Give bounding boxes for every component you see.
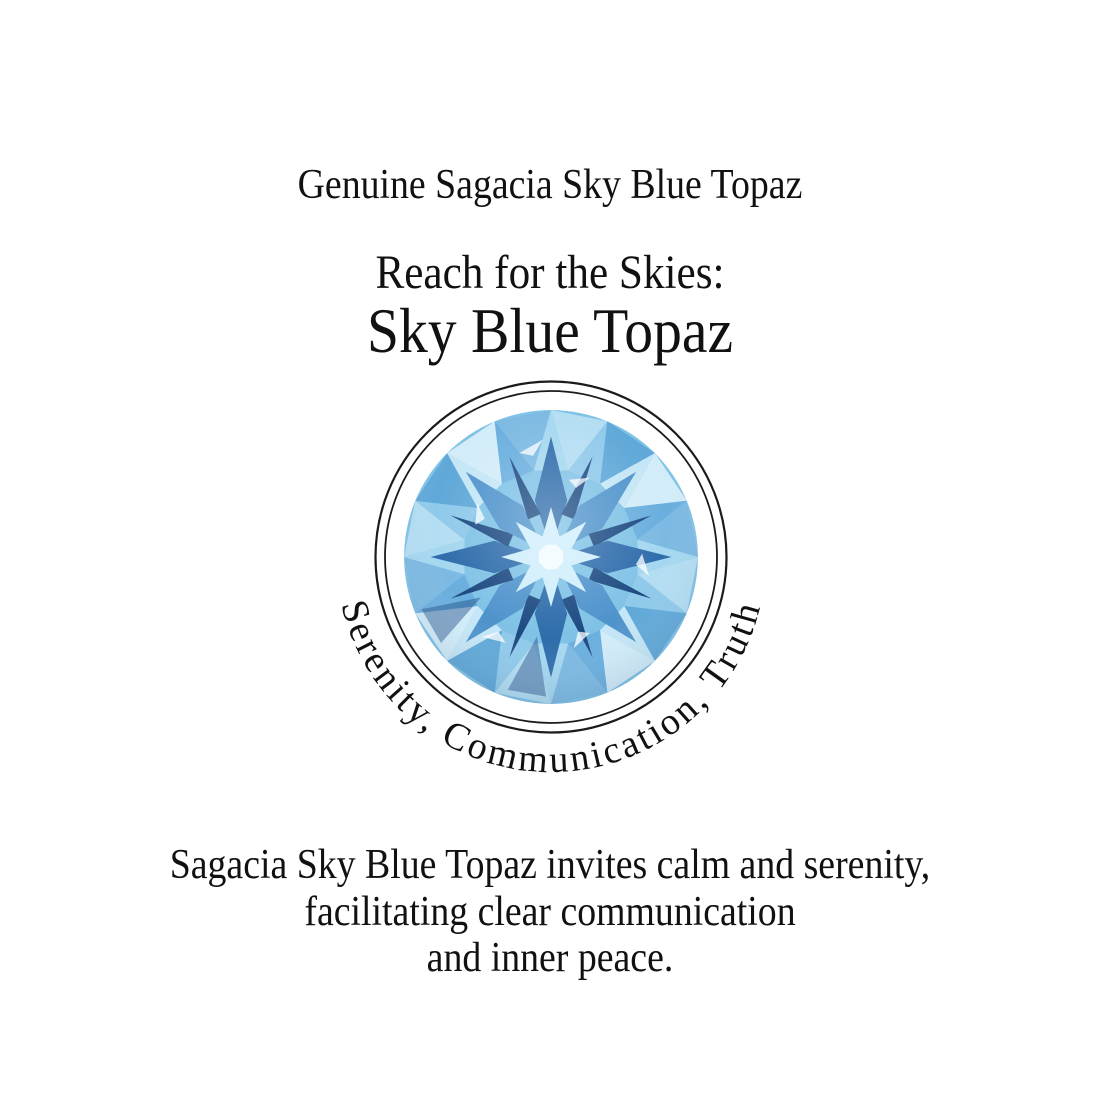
- topaz-gem-image: [404, 410, 698, 704]
- gem-shading-overlay: [404, 410, 698, 704]
- description-line-3: and inner peace.: [426, 935, 674, 981]
- description-line-2: facilitating clear communication: [304, 888, 796, 935]
- curved-badge-text: Serenity, Communication, Truth: [332, 595, 770, 782]
- description-paragraph: [55, 842, 1045, 982]
- title-line-1: Reach for the Skies:: [375, 246, 725, 299]
- description-line-1: Sagacia Sky Blue Topaz invites calm and serenity,: [169, 842, 931, 888]
- gemstone-badge: [320, 368, 790, 798]
- title-line-2: Sky Blue Topaz: [366, 295, 734, 366]
- eyebrow-text: Genuine Sagacia Sky Blue Topaz: [297, 162, 803, 208]
